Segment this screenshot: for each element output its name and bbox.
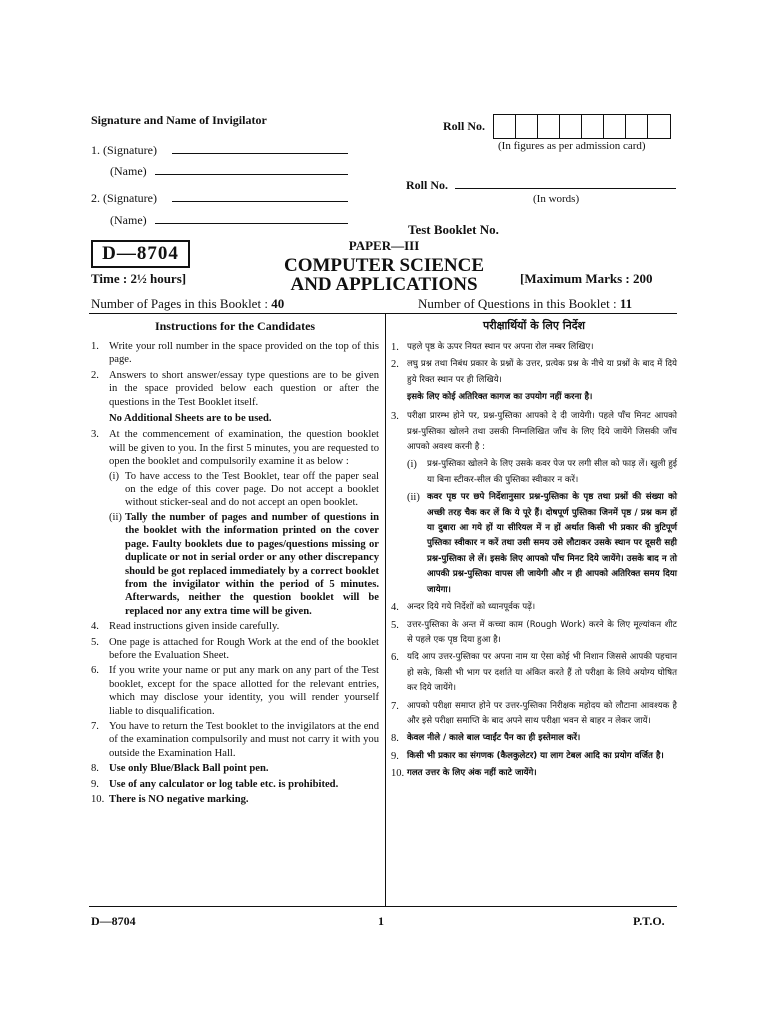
subitem-text: Tally the number of pages and number of questions in the booklet with the information printed on the cover page. Faulty booklets due to pages/questions missing or duplicate or not in serial order or any other discrepancy should be got replaced immediately by a correct booklet from the invigilator within the period of 5 minutes. Afterwards, neither the question booklet will be replaced nor any extra time will be given. — [125, 511, 379, 617]
item-text: गलत उत्तर के लिए अंक नहीं काटे जायेंगे। — [407, 768, 537, 779]
item-text: आपको परीक्षा समाप्त होने पर उत्तर-पुस्तिका निरीक्षक महोदय को लौटाना आवश्यक है और इसे परीक्षा समाप्ति के बाद अपने साथ परीक्षा भवन से बाहर न लेकर जायें। — [407, 700, 677, 726]
item-text: लघु प्रश्न तथा निबंध प्रकार के प्रश्नों के उत्तर, प्रत्येक प्रश्न के नीचे या प्रश्नों के बाद में दिये हुये रिक्त स्थान पर ही लिखिये। — [407, 359, 677, 385]
subitem-text: कवर पृष्ठ पर छपे निर्देशानुसार प्रश्न-पुस्तिका के पृष्ठ तथा प्रश्नों की संख्या को अच्छी तरह चैक कर लें कि ये पूरे हैं। दोषपूर्ण पुस्तिका जिनमें पृष्ठ / प्रश्न कम हों या दुबारा आ गये हों या सीरियल में न हों अर्थात किसी भी प्रकार की त्रुटिपूर्ण पुस्तिका स्वीकार न करें तथा उसी समय उसे लौटाकर उसके स्थान पर दूसरी सही प्रश्न-पुस्तिका ले लें। इसके लिए आपको पाँच मिनट दिये जायेंगे। उसके बाद न तो आपकी प्रश्न-पुस्तिका वापस ली जायेगी और न ही आपको अतिरिक्त समय दिया जायेगा। — [427, 492, 677, 595]
page-count-value: 40 — [271, 296, 285, 311]
instruction-item — [391, 749, 677, 764]
roll-no-words-line[interactable] — [455, 188, 676, 189]
subject-title-line-1: COMPUTER SCIENCE — [283, 255, 485, 276]
item-number: 2. — [91, 369, 99, 381]
roll-no-label: Roll No. — [443, 119, 485, 133]
roll-no-words-label: Roll No. — [406, 178, 448, 192]
instruction-item — [91, 664, 379, 718]
footer-page-number: 1 — [378, 914, 384, 928]
roll-digit-box[interactable] — [538, 115, 560, 138]
instruction-subitem — [407, 457, 677, 488]
subitem-number: (i) — [109, 470, 119, 482]
instruction-subitem — [407, 490, 677, 598]
item-text: यदि आप उत्तर-पुस्तिका पर अपना नाम या ऐसा कोई भी निशान जिससे आपकी पहचान हो सके, किसी भी भाग पर दर्शाते या अंकित करते हैं तो परीक्षा के लिये अयोग्य घोषित कर दिये जायेंगे। — [407, 652, 677, 694]
item-text: Write your roll number in the space provided on the top of this page. — [109, 341, 379, 366]
english-instructions-heading: Instructions for the Candidates — [154, 319, 316, 333]
instruction-item — [91, 369, 379, 409]
question-count-label: Number of Questions in this Booklet : — [418, 296, 620, 311]
item-number: 8. — [391, 733, 399, 745]
item-number: 1. — [91, 341, 99, 352]
roll-no-words-hint: (In words) — [533, 193, 580, 205]
question-count-value: 11 — [619, 296, 633, 311]
signature-2-label: 2. (Signature) — [91, 191, 157, 205]
roll-digit-box[interactable] — [494, 115, 516, 138]
subitem-text: प्रश्न-पुस्तिका खोलने के लिए उसके कवर पेज पर लगी सील को फाड़ लें। खुली हुई या बिना स्टीकर-सील की पुस्तिका स्वीकार न करें। — [427, 459, 677, 485]
item-text: अन्दर दिये गये निर्देशों को ध्यानपूर्वक पढ़ें। — [407, 602, 536, 613]
item-number: 4. — [91, 621, 99, 633]
name-1-line[interactable] — [155, 174, 348, 175]
item-text: Read instructions given inside carefully. — [109, 621, 280, 633]
item-number: 1. — [391, 342, 399, 353]
signature-1-label: 1. (Signature) — [91, 143, 157, 157]
item-text: उत्तर-पुस्तिका के अन्त में कच्चा काम (Rough Work) करने के लिए मूल्यांकन शीट से पहले एक पृष्ठ दिया हुआ है। — [407, 619, 677, 645]
item-number: 6. — [91, 665, 99, 677]
item-number: 8. — [91, 763, 99, 775]
roll-digit-box[interactable] — [626, 115, 648, 138]
item-text: किसी भी प्रकार का संगणक (कैलकुलेटर) या लाग टेबल आदि का प्रयोग वर्जित है। — [407, 750, 664, 761]
footer-pto: P.T.O. — [633, 914, 665, 928]
instruction-item — [91, 428, 379, 618]
item-number: 10. — [91, 794, 105, 805]
subitem-number: (ii) — [109, 511, 122, 523]
item-number: 7. — [391, 700, 399, 712]
paper-number: PAPER—III — [348, 238, 420, 253]
question-count — [418, 296, 632, 312]
item-text: केवल नीले / काले बाल प्वाईंट पैन का ही इस्तेमाल करें। — [407, 733, 581, 744]
item-number: 3. — [391, 411, 399, 423]
item-number: 5. — [91, 636, 99, 648]
page-count — [91, 296, 284, 312]
item-text: One page is attached for Rough Work at the end of the booklet before the Evaluation Sheet. — [109, 636, 379, 661]
subitem-text: To have access to the Test Booklet, tear off the paper seal on the edge of this cover page. Do not accept a booklet without sticker-seal and do not accept an open booklet. — [125, 470, 379, 509]
signature-1-line[interactable] — [172, 153, 348, 154]
column-divider — [385, 314, 386, 906]
english-instructions — [91, 340, 379, 808]
hindi-instructions — [391, 340, 677, 784]
instruction-item — [391, 766, 677, 781]
item-number: 9. — [91, 778, 99, 790]
instruction-item — [91, 340, 379, 367]
instruction-item — [391, 731, 677, 746]
subject-title — [240, 256, 528, 294]
roll-digit-box[interactable] — [604, 115, 626, 138]
item-text: पहले पृष्ठ के ऊपर नियत स्थान पर अपना रोल नम्बर लिखिए। — [407, 342, 594, 352]
instruction-item — [91, 620, 379, 633]
footer-paper-code: D—8704 — [91, 914, 136, 928]
item-number: 10. — [391, 768, 405, 780]
instruction-item — [391, 409, 677, 598]
page-count-label: Number of Pages in this Booklet : — [91, 296, 272, 311]
item-text: If you write your name or put any mark on any part of the Test booklet, except for the space allotted for the relevant entries, which may disclose your identity, you will render yourself liable to disqualification. — [109, 665, 379, 717]
item-number: 5. — [391, 619, 399, 631]
item-text: Use of any calculator or log table etc. is prohibited. — [109, 778, 339, 790]
roll-digit-box[interactable] — [648, 115, 670, 138]
item-number: 6. — [391, 652, 399, 664]
item-text: You have to return the Test booklet to the invigilators at the end of the examination compulsorily and must not carry it with you outside the Examination Hall. — [109, 720, 379, 759]
instruction-subitem — [109, 470, 379, 510]
instruction-item — [91, 793, 379, 806]
subitem-number: (i) — [407, 459, 417, 471]
item-number: 3. — [91, 429, 99, 441]
item-number: 4. — [391, 602, 399, 614]
item-text: परीक्षा प्रारम्भ होने पर, प्रश्न-पुस्तिका आपको दे दी जायेगी। पहले पाँच मिनट आपको प्रश्न-पुस्तिका खोलने तथा उसकी निम्नलिखित जाँच के लिए दिये जायेंगे जिसकी जाँच आपको अवश्य करनी है : — [407, 411, 677, 453]
invigilator-title: Signature and Name of Invigilator — [91, 113, 267, 127]
name-2-line[interactable] — [155, 223, 348, 224]
instruction-item — [91, 778, 379, 791]
roll-digit-box[interactable] — [560, 115, 582, 138]
test-booklet-label: Test Booklet No. — [408, 222, 499, 237]
item-number: 7. — [91, 720, 99, 732]
hindi-instructions-heading: परीक्षार्थियों के लिए निर्देश — [482, 319, 586, 332]
item-number: 2. — [391, 359, 399, 371]
instruction-item — [391, 699, 677, 730]
subject-title-line-2: AND APPLICATIONS — [290, 274, 478, 295]
instruction-item — [91, 720, 379, 760]
subitem-number: (ii) — [407, 492, 420, 504]
instruction-item — [391, 618, 677, 649]
no-additional-sheets-note: इसके लिए कोई अतिरिक्त कागज का उपयोग नहीं करना है। — [407, 392, 593, 403]
instruction-item — [91, 762, 379, 775]
no-additional-sheets-note: No Additional Sheets are to be used. — [109, 413, 272, 425]
item-text: At the commencement of examination, the question booklet will be given to you. In the first 5 minutes, you are requested to open the booklet and compulsorily examine it as below : — [109, 429, 379, 468]
roll-no-boxes[interactable] — [493, 114, 671, 139]
item-text: Use only Blue/Black Ball point pen. — [109, 763, 269, 775]
roll-digit-box[interactable] — [582, 115, 604, 138]
instruction-item — [391, 340, 677, 355]
roll-digit-box[interactable] — [516, 115, 538, 138]
signature-2-line[interactable] — [172, 201, 348, 202]
roll-no-figures-hint: (In figures as per admission card) — [498, 140, 646, 152]
instruction-item — [391, 600, 677, 615]
name-2-label: (Name) — [110, 213, 147, 227]
paper-code-box: D—8704 — [91, 240, 190, 268]
instruction-subitem — [109, 511, 379, 618]
item-text: There is NO negative marking. — [109, 794, 249, 805]
time-allowed: Time : 2½ hours] — [91, 271, 187, 286]
instruction-item — [391, 357, 677, 388]
instruction-item — [91, 636, 379, 663]
item-text: Answers to short answer/essay type questions are to be given in the space provided below each question or after the questions in the Test Booklet itself. — [109, 369, 379, 408]
maximum-marks: [Maximum Marks : 200 — [520, 271, 653, 286]
item-number: 9. — [391, 750, 399, 762]
instruction-item — [391, 650, 677, 696]
name-1-label: (Name) — [110, 164, 147, 178]
